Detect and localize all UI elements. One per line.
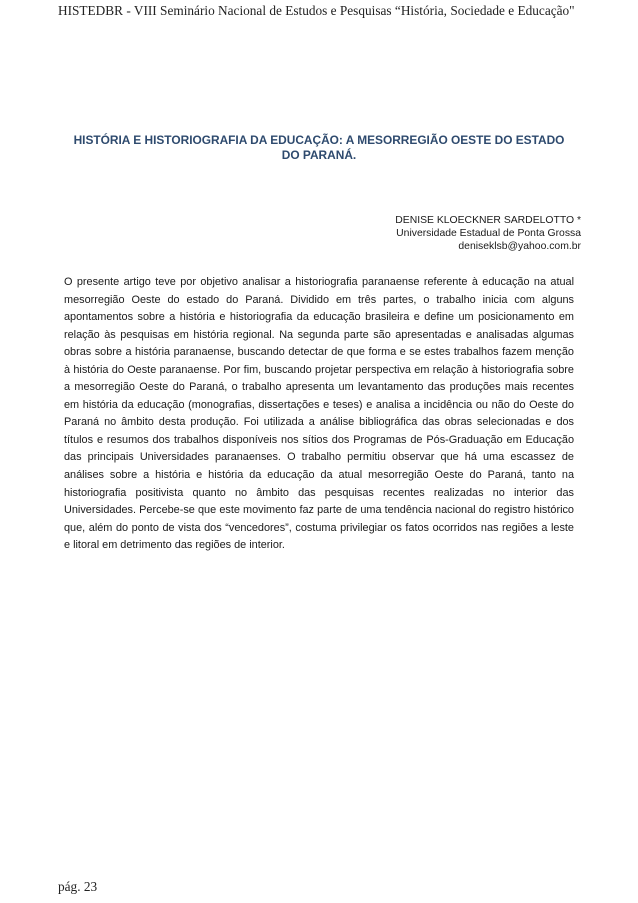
author-block bbox=[395, 214, 581, 253]
abstract-paragraph: O presente artigo teve por objetivo analisar a historiografia paranaense referente à educação na atual mesorregião Oeste do estado do Paraná. Dividido em três partes, o trabalho inicia com alguns apontamentos sobre a história e historiografia da educação brasileira e define um posicionamento em relação às pesquisas em história regional. Na segunda parte são apresentadas e analisadas algumas obras sobre a história paranaense, buscando detectar de que forma e se estes trabalhos fazem menção à história do Oeste paranaense. Por fim, buscando projetar perspectiva em relação à historiografia sobre a mesorregião Oeste do Paraná, o trabalho apresenta um levantamento das produções mais recentes em história da educação (monografias, dissertações e teses) e analisa a incidência ou não do Oeste do Paraná no âmbito desta produção. Foi utilizada a análise bibliográfica das obras selecionadas e dos títulos e resumos dos trabalhos disponíveis nos sítios dos Programas de Pós-Graduação em Educação das principais Universidades paranaenses. O trabalho permitiu observar que há uma escassez de análises sobre a história e história da educação da atual mesorregião Oeste do Paraná, tanto na historiografia positivista quanto no âmbito das pesquisas recentes realizadas no interior das Universidades. Percebe-se que este movimento faz parte de uma tendência nacional do registro histórico que, além do ponto de vista dos “vencedores”, costuma privilegiar os fatos ocorridos nas regiões a leste e litoral em detrimento das regiões de interior. bbox=[64, 276, 574, 552]
article-title-line-1: HISTÓRIA E HISTORIOGRAFIA DA EDUCAÇÃO: A MESORREGIÃO OESTE DO ESTADO bbox=[73, 133, 565, 147]
article-title-line-2: DO PARANÁ. bbox=[281, 148, 357, 162]
author-email: deniseklsb@yahoo.com.br bbox=[458, 241, 581, 252]
author-institution: Universidade Estadual de Ponta Grossa bbox=[396, 228, 581, 239]
article-title bbox=[60, 133, 578, 163]
page-number: pág. 23 bbox=[58, 879, 98, 894]
author-name: DENISE KLOECKNER SARDELOTTO * bbox=[395, 215, 581, 226]
running-header: HISTEDBR - VIII Seminário Nacional de Estudos e Pesquisas “História, Sociedade e Educação" bbox=[58, 3, 575, 18]
